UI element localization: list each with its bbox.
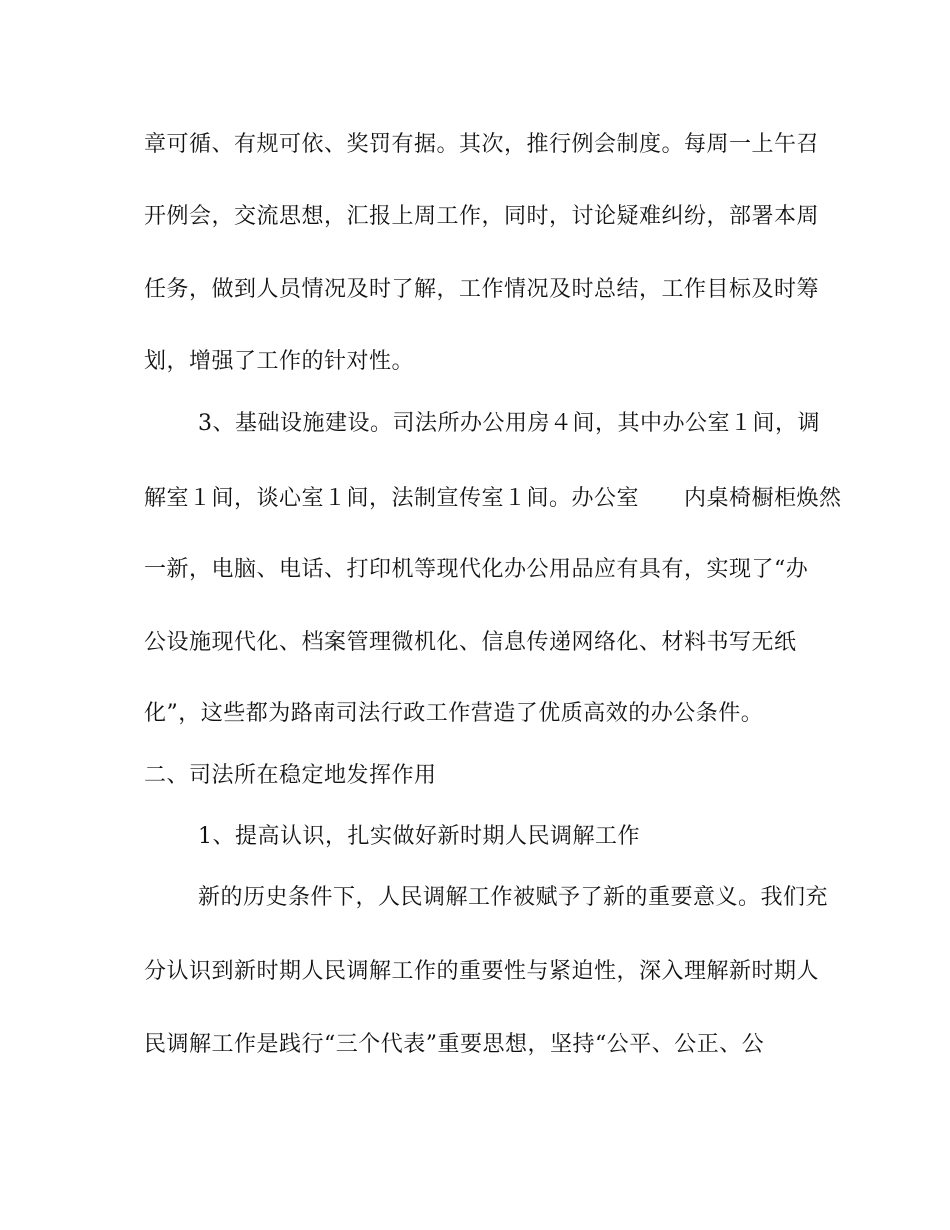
body-text-line: 一新，电脑、电话、打印机等现代化办公用品应有具有，实现了“办	[144, 557, 809, 582]
body-text-line: 任务，做到人员情况及时了解，工作情况及时总结，工作目标及时筹	[144, 277, 820, 302]
body-text-line: 划，增强了工作的针对性。	[144, 349, 415, 374]
body-text-line: 开例会，交流思想，汇报上周工作，同时，讨论疑难纠纷，部署本周	[144, 204, 820, 229]
body-text-line: 化”，这些都为路南司法行政工作营造了优质高效的办公条件。	[144, 701, 764, 726]
body-text-line: 解室１间，谈心室１间，法制宣传室１间。办公室 内桌椅橱柜焕然	[144, 486, 842, 511]
paragraph-start-line: 新的历史条件下，人民调解工作被赋予了新的重要意义。我们充	[198, 885, 829, 910]
paragraph-start-line: 3、基础设施建设。司法所办公用房４间，其中办公室１间，调	[198, 411, 820, 436]
subsection-heading: 1、提高认识，扎实做好新时期人民调解工作	[198, 824, 640, 849]
body-text-line: 民调解工作是践行“三个代表”重要思想，坚持“公平、公正、公	[144, 1032, 765, 1057]
body-text-line: 章可循、有规可依、奖罚有据。其次，推行例会制度。每周一上午召	[144, 132, 820, 157]
body-text-line: 公设施现代化、档案管理微机化、信息传递网络化、材料书写无纸	[144, 630, 797, 655]
section-heading: 二、司法所在稳定地发挥作用	[144, 763, 437, 788]
body-text-line: 分认识到新时期人民调解工作的重要性与紧迫性，深入理解新时期人	[144, 959, 820, 984]
